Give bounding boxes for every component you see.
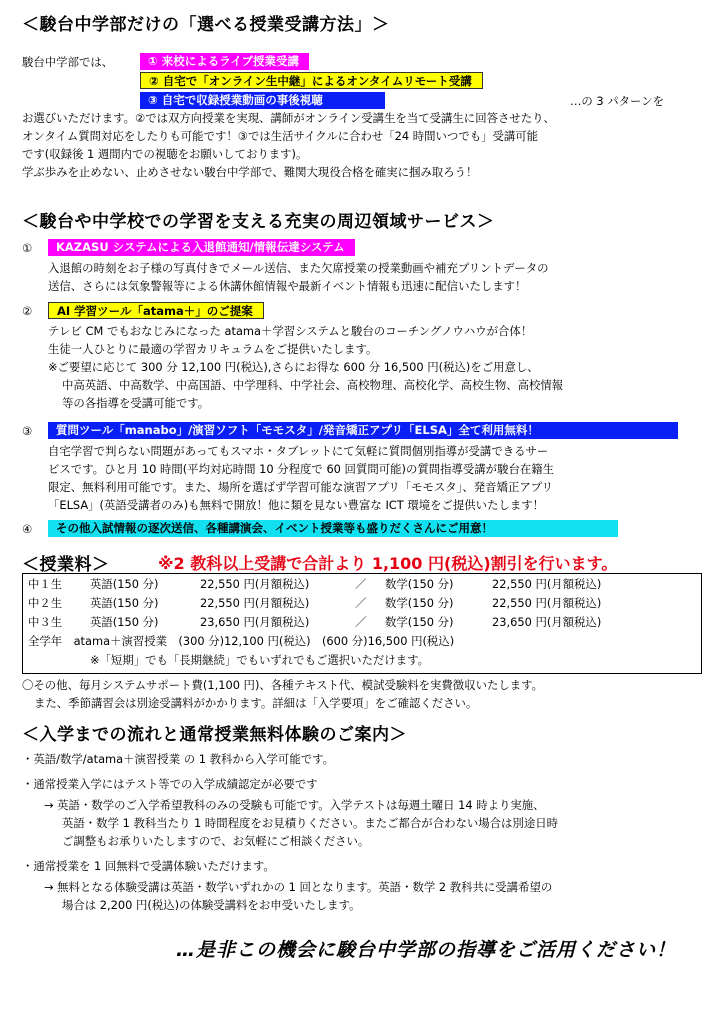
- extra-fees-2: また、季節講習会は別途受講料がかかります。詳細は「入学要項」をご確認ください。: [34, 696, 478, 710]
- fee-row-price: 22,550 円(月額税込): [200, 596, 310, 610]
- section2-heading: ＜駿台や中学校での学習を支える充実の周辺領域サービス＞: [22, 212, 495, 232]
- fee-row-subject: 数学(150 分): [385, 596, 454, 610]
- fee-row-subject: 英語(150 分): [90, 615, 159, 629]
- service4-title: その他入試情報の逐次送信、各種講演会、イベント授業等も盛りだくさんにご用意！: [48, 520, 618, 537]
- service1-line2: 送信、さらには気象警報等による休講休館情報や最新イベント情報も迅速に配信いたします！: [48, 279, 527, 293]
- service2-line2: 生徒一人ひとりに最適の学習カリキュラムをご提供いたします。: [48, 342, 378, 356]
- fees-heading: ＜授業料＞: [22, 555, 110, 575]
- fee-row-price: 22,550 円(月額税込): [492, 596, 602, 610]
- service1-num: ①: [22, 241, 33, 255]
- service3-line2: ビスです。ひと月 10 時間(平均対応時間 10 分程度で 60 回質問可能)の質問指導受講が駿台在籍生: [48, 462, 555, 476]
- fee-row-grade: 中３生: [28, 615, 63, 629]
- service3-line4: 「ELSA」(英語受講者のみ)も無料で開放！他に類を見ない豊富な ICT 環境をご提供いたします！: [48, 498, 545, 512]
- service2-line3: ※ご要望に応じて 300 分 12,100 円(税込),さらにお得な 600 分 16,500 円(税込)をご用意し、: [48, 360, 539, 374]
- closing-message: …是非この機会に駿台中学部の指導をご活用ください！: [176, 939, 677, 961]
- discount-notice: ※2 教科以上受講で合計より 1,100 円(税込)割引を行います。: [158, 554, 618, 573]
- fee-row-grade: 中１生: [28, 577, 63, 591]
- section1-heading: ＜駿台中学部だけの「選べる授業受講方法」＞: [22, 15, 390, 35]
- service3-line1: 自宅学習で判らない問題があってもスマホ・タブレットにて気軽に質問個別指導が受講できるサー: [48, 444, 549, 458]
- trial-line-2: 場合は 2,200 円(税込)の体験受講料をお申受いたします。: [62, 898, 361, 912]
- service2-line4: 中高英語、中高数学、中高国語、中学理科、中学社会、高校物理、高校化学、高校生物、高校情報: [62, 378, 564, 392]
- fee-row-price: 23,650 円(月額税込): [492, 615, 602, 629]
- fee-row-price: 23,650 円(月額税込): [200, 615, 310, 629]
- section4-heading: ＜入学までの流れと通常授業無料体験のご案内＞: [22, 725, 407, 745]
- atama-fee-row: 全学年 atama＋演習授業 (300 分)12,100 円(税込) (600 分)16,500 円(税込): [28, 634, 455, 648]
- entry-test-1: → 英語・数学のご入学希望教科のみの受験も可能です。入学テストは毎週土曜日 14 時より実施、: [44, 798, 545, 812]
- section1-body-2: オンタイム質問対応をしたりも可能です！③では生活サイクルに合わせ「24 時間いつでも」受講可能: [22, 129, 539, 143]
- service1-line1: 入退館の時刻をお子様の写真付きでメール送信、また欠席授業の授業動画や補充プリントデータの: [48, 261, 549, 275]
- section1-body-3: です(収録後 1 週間内での視聴をお願いしております)。: [22, 147, 308, 161]
- entry-bullet-1: ・英語/数学/atama＋演習授業 の 1 教科から入学可能です。: [22, 752, 334, 766]
- fee-row-subject: 数学(150 分): [385, 615, 454, 629]
- section1-body-4: 学ぶ歩みを止めない、止めさせない駿台中学部で、難関大現役合格を確実に掴み取ろう！: [22, 165, 478, 179]
- patterns-suffix: …の 3 パターンを: [570, 94, 664, 108]
- fee-row-sep: ／: [355, 577, 367, 591]
- fee-row-sep: ／: [355, 596, 367, 610]
- fee-row-subject: 英語(150 分): [90, 577, 159, 591]
- entry-bullet-2: ・通常授業入学にはテスト等での入学成績認定が必要です: [22, 777, 318, 791]
- service3-title: 質問ツール「manabo」/演習ソフト「モモスタ」/発音矯正アプリ「ELSA」全て利用無料！: [48, 422, 678, 439]
- trial-line-1: → 無料となる体験受講は英語・数学いずれかの 1 回となります。英語・数学 2 教科共に受講希望の: [44, 880, 553, 894]
- section1-body-1: お選びいただけます。②では双方向授業を実現、講師がオンライン受講生を当て受講生に回答させたり、: [22, 111, 555, 125]
- service1-title: KAZASU システムによる入退館通知/情報伝達システム: [48, 239, 355, 256]
- service2-num: ②: [22, 304, 33, 318]
- fee-note: ※「短期」でも「長期継続」でもいずれでもご選択いただけます。: [90, 653, 429, 667]
- fee-row-subject: 英語(150 分): [90, 596, 159, 610]
- service2-line5: 等の各指導を受講可能です。: [62, 396, 210, 410]
- section1-intro: 駿台中学部では、: [22, 55, 114, 69]
- service3-num: ③: [22, 424, 33, 438]
- fee-row-subject: 数学(150 分): [385, 577, 454, 591]
- fee-row-grade: 中２生: [28, 596, 63, 610]
- option-online: ② 自宅で「オンライン生中継」によるオンタイムリモート受講: [140, 72, 483, 89]
- option-live: ① 来校によるライブ授業受講: [140, 53, 309, 70]
- service2-title: AI 学習ツール「atama＋」のご提案: [48, 302, 264, 319]
- extra-fees-1: 〇その他、毎月システムサポート費(1,100 円)、各種テキスト代、模試受験料を実費徴収いたします。: [22, 678, 544, 692]
- service3-line3: 限定、無料利用可能です。また、場所を選ばず学習可能な演習アプリ「モモスタ」、発音矯正アプリ: [48, 480, 554, 494]
- entry-test-3: ご調整もお承りいたしますので、お気軽にご相談ください。: [62, 834, 370, 848]
- option-recorded: ③ 自宅で収録授業動画の事後視聴: [140, 92, 385, 109]
- entry-test-2: 英語・数学 1 教科当たり 1 時間程度をお見積りください。またご都合が合わない場合は別途日時: [62, 816, 558, 830]
- trial-bullet: ・通常授業を 1 回無料で受講体験いただけます。: [22, 859, 275, 873]
- service2-line1: テレビ CM でもおなじみになった atama＋学習システムと駿台のコーチングノウハウが合体！: [48, 324, 533, 338]
- fee-row-sep: ／: [355, 615, 367, 629]
- fee-row-price: 22,550 円(月額税込): [492, 577, 602, 591]
- service4-num: ④: [22, 522, 33, 536]
- fee-row-price: 22,550 円(月額税込): [200, 577, 310, 591]
